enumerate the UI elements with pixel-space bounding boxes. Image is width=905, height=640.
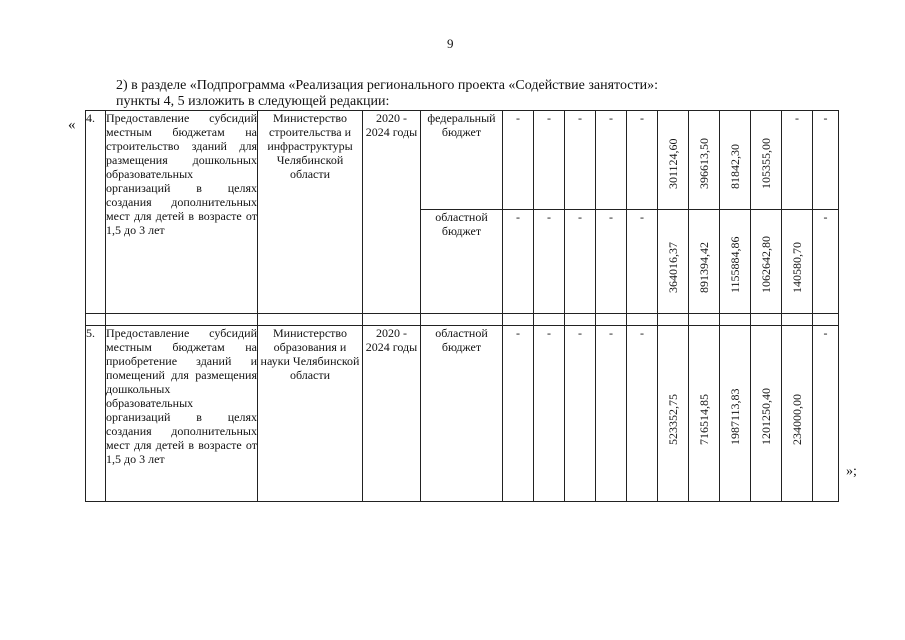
value-cell	[720, 326, 751, 502]
page-number: 9	[447, 36, 454, 51]
funding-source: областной бюджет	[421, 326, 503, 502]
value-cell: -	[565, 326, 596, 502]
value-cell	[782, 326, 813, 502]
table-row	[86, 326, 839, 502]
value-text: 1155884,86	[728, 236, 742, 293]
value-text: 234000,00	[790, 394, 804, 445]
row-number: 5.	[86, 326, 106, 502]
value-cell: -	[565, 111, 596, 210]
value-cell	[751, 210, 782, 314]
value-cell: -	[534, 326, 565, 502]
value-cell	[720, 210, 751, 314]
value-text: 1201250,40	[759, 388, 773, 445]
value-cell	[689, 210, 720, 314]
funding-source: областной бюджет	[421, 210, 503, 314]
intro-text	[116, 78, 736, 110]
value-cell: -	[813, 111, 839, 210]
value-cell: -	[596, 210, 627, 314]
value-cell	[751, 326, 782, 502]
row-number: 4.	[86, 111, 106, 314]
value-text: 716514,85	[697, 394, 711, 445]
value-cell: -	[627, 326, 658, 502]
value-text: 1062642,80	[759, 236, 773, 293]
value-cell: -	[534, 111, 565, 210]
value-cell: -	[534, 210, 565, 314]
funding-source: федеральный бюджет	[421, 111, 503, 210]
value-cell: -	[813, 210, 839, 314]
value-cell: -	[503, 326, 534, 502]
closing-quote: »;	[846, 464, 857, 479]
value-cell: -	[565, 210, 596, 314]
value-text: 891394,42	[697, 242, 711, 293]
executor: Министерство образования и науки Челябинской области	[258, 326, 363, 502]
intro-line-1: 2) в разделе «Подпрограмма «Реализация регионального проекта «Содействие занятости»:	[116, 78, 659, 93]
value-cell	[689, 111, 720, 210]
value-cell: -	[813, 326, 839, 502]
executor: Министерство строительства и инфраструктуры Челябинской области	[258, 111, 363, 314]
table-row-spacer	[86, 314, 839, 326]
value-text: 1987113,83	[728, 388, 742, 445]
value-cell	[751, 111, 782, 210]
value-cell	[658, 210, 689, 314]
period: 2020 - 2024 годы	[363, 326, 421, 502]
value-cell: -	[627, 111, 658, 210]
value-cell: -	[782, 111, 813, 210]
value-cell: -	[503, 210, 534, 314]
measure-name: Предоставление субсидий местным бюджетам на приобретение зданий и помещений для размещения дошкольных образовательных организаций в целях создания дополнительных мест для детей в возрасте от 1,5 до 3 лет	[106, 326, 258, 502]
value-cell	[782, 210, 813, 314]
value-cell: -	[596, 326, 627, 502]
value-cell	[720, 111, 751, 210]
value-cell: -	[503, 111, 534, 210]
value-cell	[658, 111, 689, 210]
period: 2020 - 2024 годы	[363, 111, 421, 314]
value-cell: -	[627, 210, 658, 314]
value-text: 364016,37	[666, 242, 680, 293]
value-cell	[658, 326, 689, 502]
value-text: 523352,75	[666, 394, 680, 445]
value-cell	[689, 326, 720, 502]
value-text: 301124,60	[666, 138, 680, 189]
intro-line-2: пункты 4, 5 изложить в следующей редакции:	[116, 94, 390, 109]
measure-name: Предоставление субсидий местным бюджетам на строительство зданий для размещения дошкольных образовательных организаций в целях создания дополнительных мест для детей в возрасте от 1,5 до 3 лет	[106, 111, 258, 314]
value-text: 81842,30	[728, 144, 742, 189]
value-cell: -	[596, 111, 627, 210]
opening-quote: «	[68, 117, 76, 133]
value-text: 396613,50	[697, 138, 711, 189]
value-text: 140580,70	[790, 242, 804, 293]
program-table	[85, 110, 839, 502]
value-text: 105355,00	[759, 138, 773, 189]
table-row	[86, 111, 839, 210]
